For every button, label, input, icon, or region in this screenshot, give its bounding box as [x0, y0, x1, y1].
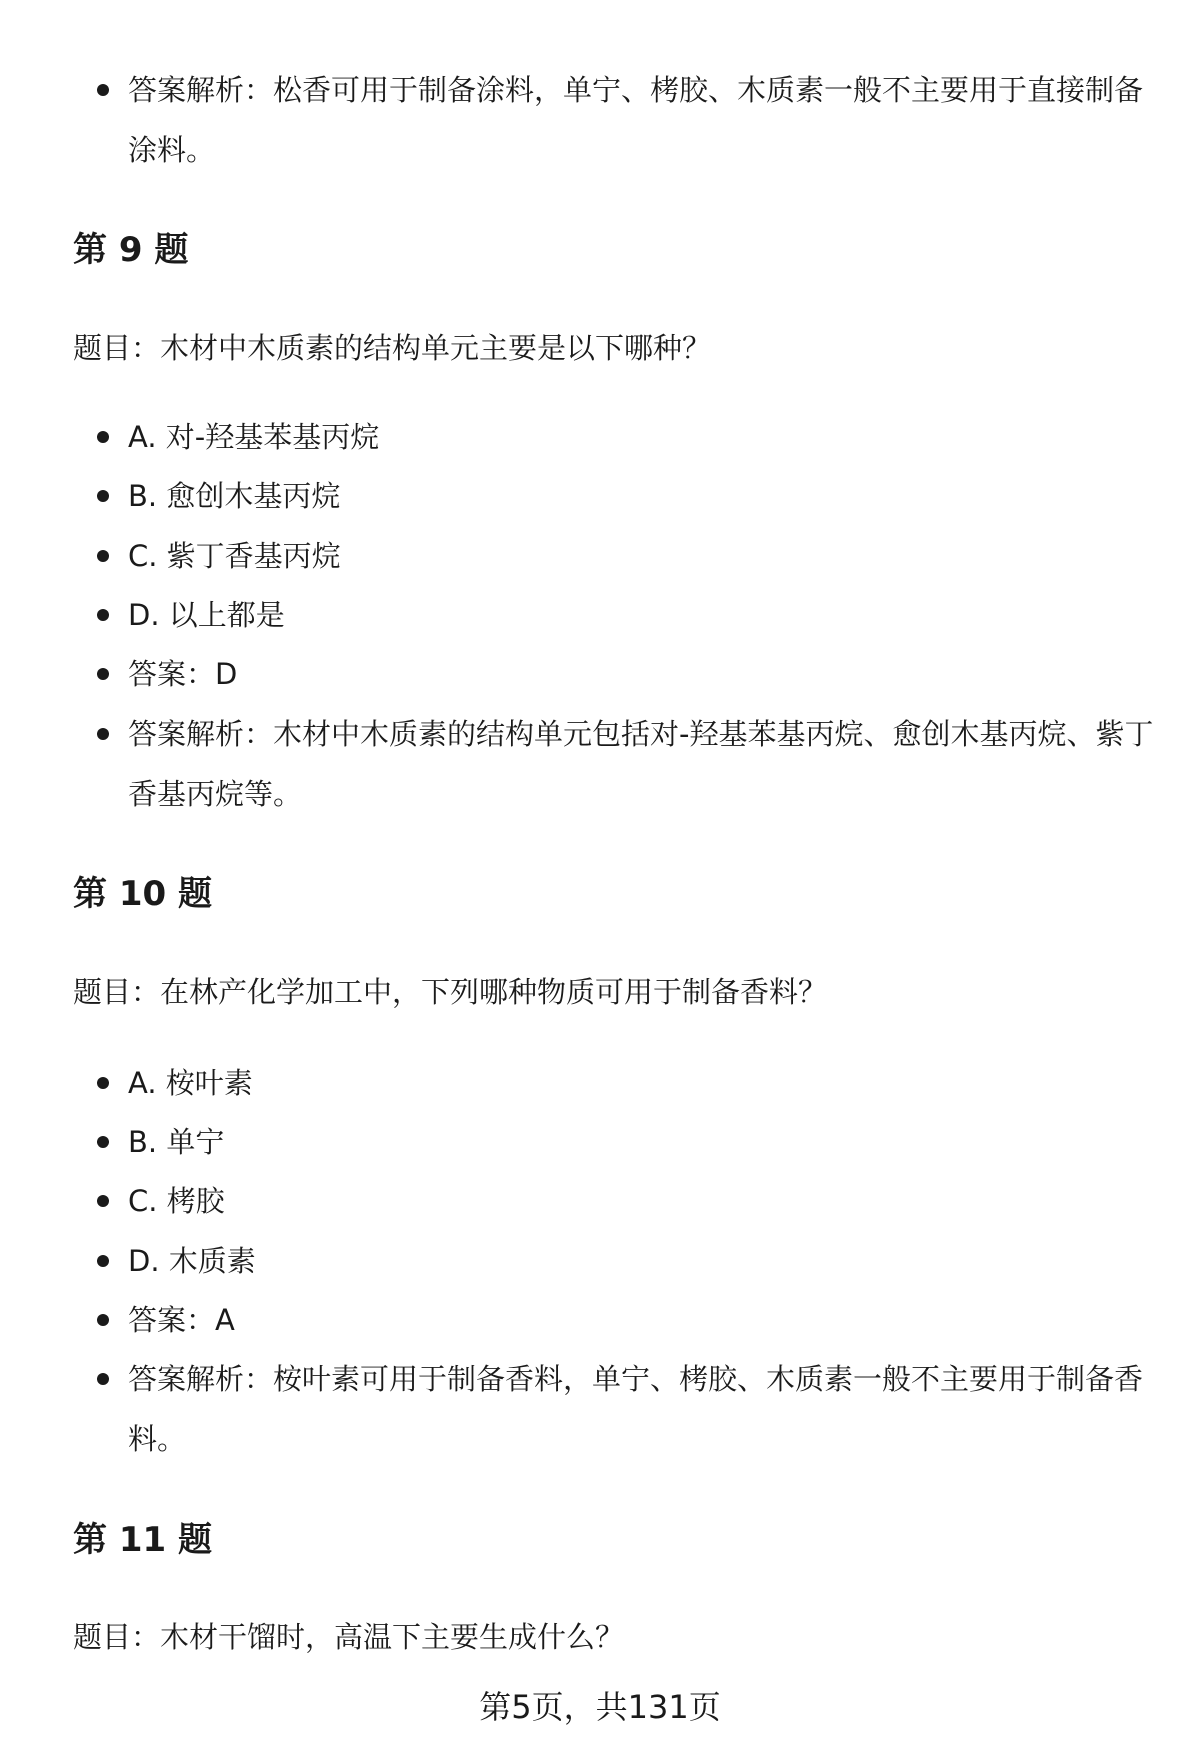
bullet: [97, 1195, 109, 1207]
bullet: [97, 1136, 109, 1148]
question-10-text: 题目：在林产化学加工中，下列哪种物质可用于制备香料？: [73, 975, 828, 1009]
question-9-option-c: C. 紫丁香基丙烷: [128, 539, 341, 573]
bullet: [97, 84, 109, 96]
question-10-heading: 第 10 题: [73, 874, 212, 914]
question-10-option-c: C. 栲胶: [128, 1184, 225, 1218]
bullet: [97, 609, 109, 621]
bullet: [97, 1314, 109, 1326]
question-9-option-a: A. 对-羟基苯基丙烷: [128, 420, 380, 454]
bullet: [97, 1077, 109, 1089]
question-9-option-b: B. 愈创木基丙烷: [128, 479, 341, 513]
bullet: [97, 668, 109, 680]
question-9-answer: 答案：D: [128, 657, 238, 691]
question-9-option-d: D. 以上都是: [128, 598, 285, 632]
question-10-answer: 答案：A: [128, 1303, 235, 1337]
question-11-heading: 第 11 题: [73, 1520, 212, 1560]
question-9-analysis: 答案解析：木材中木质素的结构单元包括对-羟基苯基丙烷、愈创木基丙烷、紫丁香基丙烷等。: [128, 717, 1154, 811]
bullet: [97, 490, 109, 502]
bullet: [97, 1255, 109, 1267]
page-number: 第5页，共131页: [479, 1688, 721, 1726]
bullet: [97, 1373, 109, 1385]
question-10-option-a: A. 桉叶素: [128, 1066, 253, 1100]
question-10-option-b: B. 单宁: [128, 1125, 225, 1159]
question-11-text: 题目：木材干馏时，高温下主要生成什么？: [73, 1620, 625, 1654]
question-9-heading: 第 9 题: [73, 230, 189, 270]
bullet: [97, 550, 109, 562]
bullet: [97, 728, 109, 740]
bullet: [97, 431, 109, 443]
question-9-text: 题目：木材中木质素的结构单元主要是以下哪种？: [73, 331, 712, 365]
prev-analysis: 答案解析：松香可用于制备涂料，单宁、栲胶、木质素一般不主要用于直接制备涂料。: [128, 73, 1144, 167]
question-10-option-d: D. 木质素: [128, 1244, 256, 1278]
question-10-analysis: 答案解析：桉叶素可用于制备香料，单宁、栲胶、木质素一般不主要用于制备香料。: [128, 1362, 1144, 1456]
